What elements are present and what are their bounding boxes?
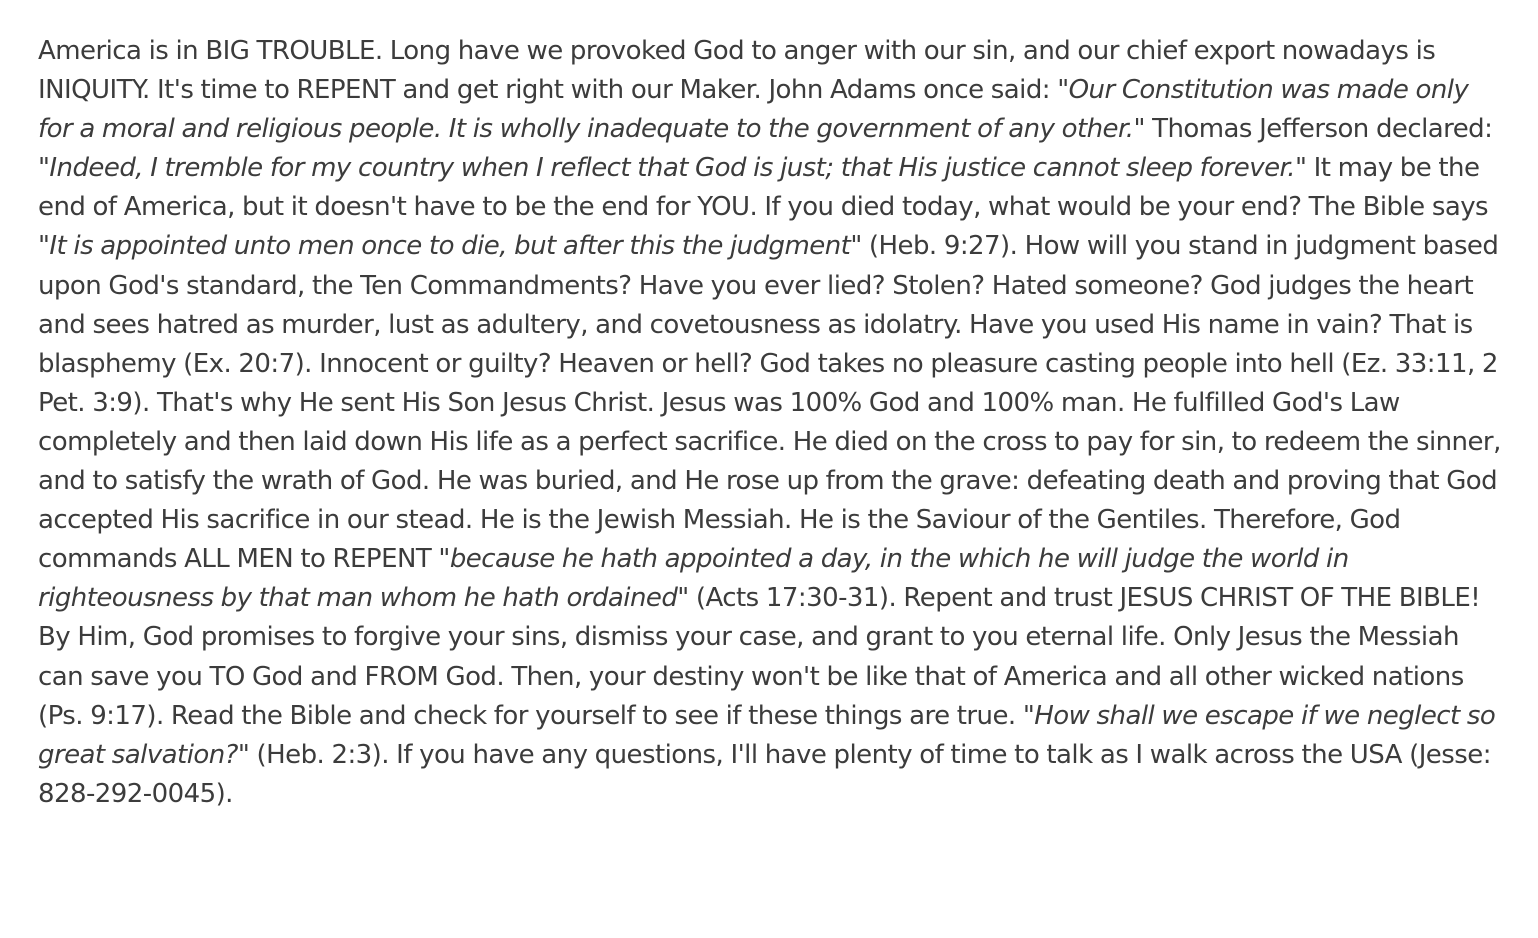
paragraph [38,32,1508,814]
text-run: " (Heb. 2:3). If you have any questions, I'll have plenty of time to talk as I walk across the USA (Jesse: 828-292-0045). [38,739,1491,809]
quote-hebrews-2-3: How shall we escape if we neglect so great salvation? [38,700,1496,770]
quote-thomas-jefferson: Indeed, I tremble for my country when I reflect that God is just; that His justice cannot sleep forever. [49,153,1295,184]
document-body [38,32,1508,814]
quote-acts-17: because he hath appointed a day, in the which he will judge the world in righteousness by that man whom he hath ordained [38,544,1349,614]
text-run: America is in BIG TROUBLE. Long have we provoked God to anger with our sin, and our chief export nowadays is INIQUITY. It's time to REPENT and get right with our Maker. John Adams once said: " [38,36,1436,106]
quote-hebrews-9-27: It is appointed unto men once to die, but after this the judgment [49,231,851,262]
text-run: " (Acts 17:30-31). Repent and trust JESUS CHRIST OF THE BIBLE! By Him, God promises to forgive your sins, dismiss your case, and grant to you eternal life. Only Jesus the Messiah can save you TO God and FROM God. Then, your destiny won't be like that of America and all other wicked nations (Ps. 9:17). Read the Bible and check for yourself to see if these things are true. " [38,583,1481,731]
quote-john-adams: Our Constitution was made only for a moral and religious people. It is wholly inadequate to the government of any other. [38,75,1469,145]
text-run: " Thomas Jefferson declared: " [38,114,1493,184]
text-run: " It may be the end of America, but it doesn't have to be the end for YOU. If you died today, what would be your end? The Bible says " [38,153,1489,262]
text-run: " (Heb. 9:27). How will you stand in judgment based upon God's standard, the Ten Commandments? Have you ever lied? Stolen? Hated someone? God judges the heart and sees hatred as murder, lust as adultery, and covetousness as idolatry. Have you used His name in vain? That is blasphemy (Ex. 20:7). Innocent or guilty? Heaven or hell? God takes no pleasure casting people into hell (Ez. 33:11, 2 Pet. 3:9). That's why He sent His Son Jesus Christ. Jesus was 100% God and 100% man. He fulfilled God's Law completely and then laid down His life as a perfect sacrifice. He died on the cross to pay for sin, to redeem the sinner, and to satisfy the wrath of God. He was buried, and He rose up from the grave: defeating death and proving that God accepted His sacrifice in our stead. He is the Jewish Messiah. He is the Saviour of the Gentiles. Therefore, God commands ALL MEN to REPENT " [38,231,1501,575]
